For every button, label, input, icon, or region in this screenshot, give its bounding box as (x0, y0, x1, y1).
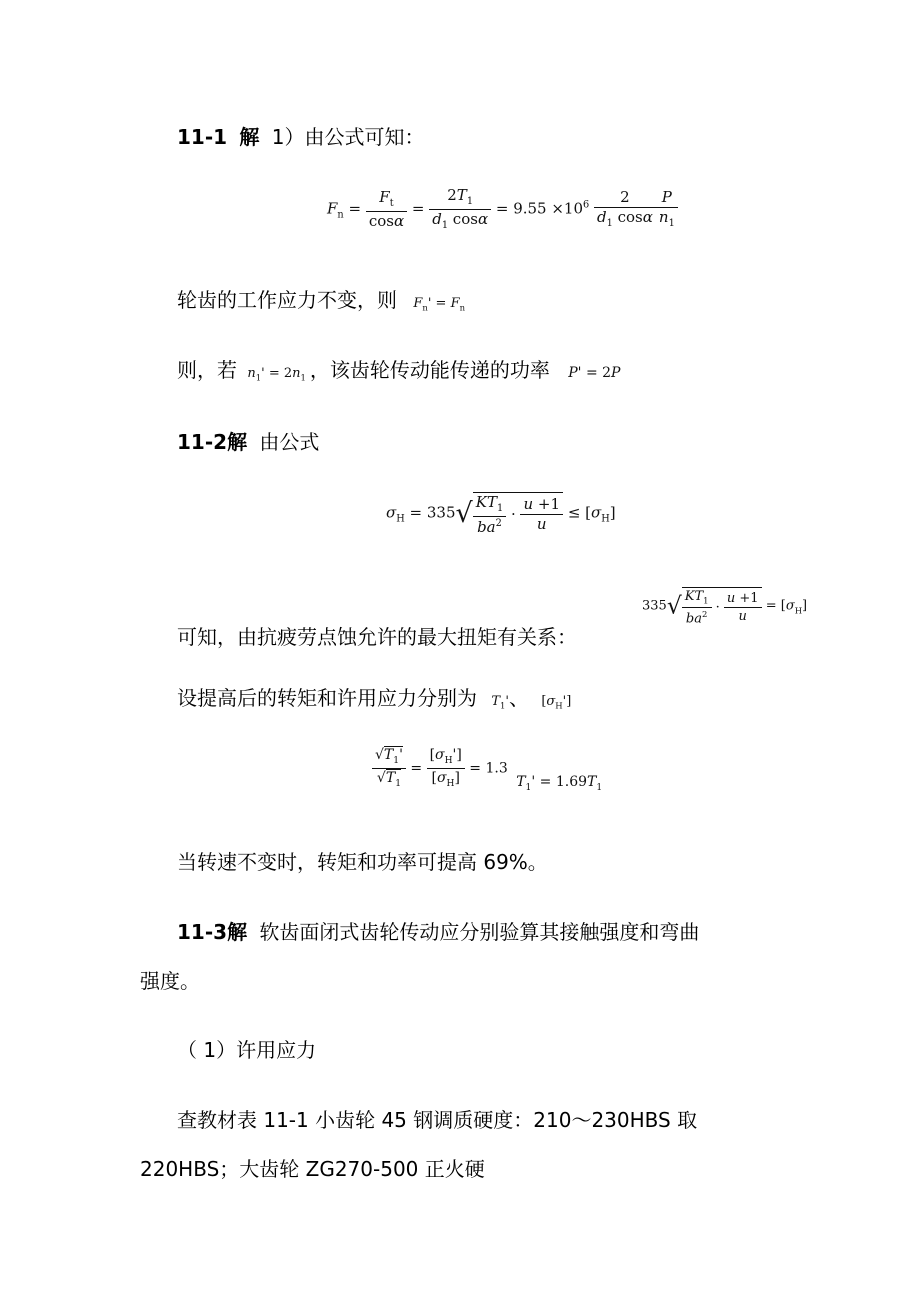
formula-sigma-prime: $[\sigma_H']$ (541, 694, 572, 711)
s1-number: 11-1 (177, 125, 228, 149)
formula-ratio: $\frac{√T_1'}{√T_1}$ = $\frac{[\sigma_H']}{[\sigma_H]}$ = 1.3 $T_1' = 1.69T_1$ (372, 748, 602, 789)
s2-heading-line (177, 428, 319, 456)
s2-line3 (177, 684, 571, 712)
formula-exp-6: 6 (583, 199, 590, 211)
s3-line2-text: 强度。 (140, 969, 200, 993)
formula-max-torque-relation: 335√ $\frac{KT_1}{ba^2}$ · $\frac{u +1}{u}$ = $[\sigma_H]$ (642, 589, 808, 627)
formula-t1-result: = 1.69 (539, 774, 588, 791)
formula-coef-335-b: 335 (642, 598, 667, 614)
s3-subheading-text: （ 1）许用应力 (177, 1038, 317, 1062)
s2-line3-separator: 、 (508, 686, 529, 710)
s1-line3-text-a: 则，若 (177, 358, 237, 382)
formula-t1-prime: $T_1'$ (491, 694, 509, 711)
s2-line3-text: 设提高后的转矩和许用应力分别为 (177, 686, 477, 710)
s3-paragraph-line1-text: 查教材表 11-1 小齿轮 45 钢调质硬度：210～230HBS 取 (177, 1108, 698, 1132)
s3-paragraph-line1 (177, 1106, 697, 1134)
s1-intro: 1）由公式可知： (271, 125, 425, 149)
formula-normal-force: $F_n$ = $\frac{F_t}{\cos\alpha}$ = $\frac{2T_1}{d_1 \cos\alpha}$ = $9.55 \times 10^6$ $\frac{2}{d_1 \cos\alpha}$ $\frac{P}{n_1}$ (327, 188, 678, 231)
s2-intro: 由公式 (259, 430, 320, 454)
formula-contact-stress: $\sigma_H = 335√$ $\frac{KT_1}{ba^2}$ · $\frac{u +1}{u}$ ≤ $[\sigma_H]$ (386, 493, 616, 536)
s1-line2 (177, 286, 465, 314)
s2-solution-label: 解 (227, 430, 248, 454)
s1-solution-label: 解 (239, 125, 260, 149)
s1-line3-text-b: ，该齿轮传动能传递的功率 (309, 358, 550, 382)
formula-n1-double: $n_1' = 2n_1$ (247, 366, 306, 383)
s2-line2 (177, 623, 577, 651)
formula-fn-equal: $F_n' = F_n$ (413, 296, 466, 313)
s1-line2-text: 轮齿的工作应力不变，则 (177, 288, 397, 312)
s3-paragraph-line2 (140, 1155, 485, 1183)
s2-line4-text: 当转速不变时，转矩和功率可提高 69%。 (177, 850, 548, 874)
formula-p-double: P' = 2P (568, 365, 621, 381)
formula-ratio-value: 1.3 (485, 760, 508, 777)
s3-line2 (140, 967, 200, 995)
formula-coef-955: 9.55 ×10 (513, 199, 584, 218)
s3-solution-label: 解 (227, 920, 248, 944)
s3-subheading (177, 1036, 316, 1064)
s2-number: 11-2 (177, 430, 228, 454)
s2-line4 (177, 848, 548, 876)
s2-line2-text: 可知，由抗疲劳点蚀允许的最大扭矩有关系： (177, 625, 577, 649)
s3-heading-line (177, 918, 699, 946)
formula-coef-335: 335 (426, 503, 456, 522)
s1-heading-line (177, 123, 425, 151)
s3-intro: 软齿面闭式齿轮传动应分别验算其接触强度和弯曲 (259, 920, 700, 944)
s1-line3 (177, 356, 620, 384)
s3-number: 11-3 (177, 920, 228, 944)
s3-paragraph-line2-text: 220HBS；大齿轮 ZG270-500 正火硬 (140, 1157, 485, 1181)
